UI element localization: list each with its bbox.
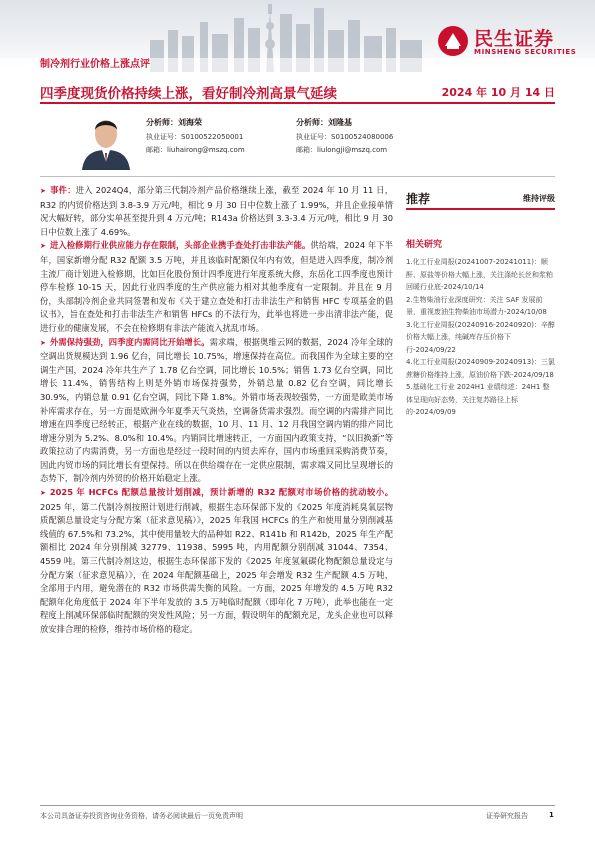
paragraph-lead: 外需保持强劲，四季度内需同比开始增长。 <box>49 336 210 347</box>
paragraph-text: 供给端，2024 年下半年，国家新增分配 R32 配额 3.5 万吨，并且该临时配额仅年内有效，但是进入四季度，制冷剂主流厂商计划进入检修期，比如巨化股份预计四季度进行年度系统大修，东岳化工四季度也预计停车检修 10-15 天，因此行业四季度的生产供应能力相对其他季度有一定限制。并且在 9 月份，头部制冷剂企业共同签署和发布《关于建立查处和打击非法生产和销售 HFC 专项基金的倡议书》，旨在查处和打击非法生产和销售 HFCs 的不法行为，此举也将进一步出清非法产能，促进行业的健康发展，不会在检修期有非法产能流入扰乱市场。 <box>40 240 393 333</box>
analyst-email[interactable]: liuhairong@mszq.com <box>167 146 245 154</box>
page-number: 1 <box>549 811 554 819</box>
report-body <box>40 184 393 637</box>
related-research-item[interactable]: 2.生物柴油行业深度研究：关注 SAF 发展前景，重视废油生物柴油市场潜力-2024/10/08 <box>406 295 547 316</box>
cert-number: S0100522050001 <box>181 133 244 141</box>
analyst-email[interactable]: liulongji@mszq.com <box>317 146 388 154</box>
email-label: 邮箱： <box>296 146 317 154</box>
brand-name-en: MINSHENG SECURITIES <box>474 48 577 56</box>
recommendation-label: 推荐 <box>406 192 431 206</box>
footer-divider <box>40 805 555 806</box>
paragraph-text: 进入 2024Q4，部分第三代制冷剂产品价格继续上涨，截至 2024 年 10 月 11 日，R32 的内贸价格达到 3.8-3.9 万元/吨，相比 9 月 30 日中位数上涨了 1.99%，并且企业接单情况大幅好转，部分实单甚至提升到 4 万元/吨；R143a 价格达到 3.3-3.4 万元/吨，相比 9 月 30 日中位数上涨了 4.69%。 <box>40 185 393 237</box>
related-research-list <box>406 256 555 419</box>
related-research-item[interactable]: 3.化工行业周报(20240916-20240920)：辛醇价格大幅上涨，纯碱库存压价格下行-2024/09/22 <box>406 320 555 354</box>
related-research-title: 相关研究 <box>406 240 443 250</box>
paragraph-lead: 进入检修期行业供应能力存在限制，头部企业携手查处打击非法产能。 <box>49 240 311 251</box>
bullet-arrow-icon: ➤ <box>40 338 46 347</box>
analyst-card <box>146 116 245 157</box>
footer-doc-type: 证券研究报告 <box>486 812 528 820</box>
analyst-role: 分析师： <box>296 118 328 127</box>
recommendation-row <box>406 184 555 210</box>
minsheng-logo-icon <box>436 24 470 58</box>
paragraph-lead: 事件： <box>49 185 76 195</box>
paragraph-lead: 2025 年 HCFCs 配额总量按计划削减，预计新增的 R32 配额对市场价格的扰动较小。 <box>49 487 393 498</box>
analyst-role: 分析师： <box>146 118 178 127</box>
paragraph-quota <box>40 486 393 637</box>
bullet-arrow-icon: ➤ <box>40 187 46 195</box>
rating-label: 维持评级 <box>523 194 555 203</box>
related-research-item[interactable]: 1.化工行业周报(20241007-20241011)：顺酐、原盐等价格大幅上涨，关注涤纶长丝和浆粕回暖行业底-2024/10/14 <box>406 258 553 291</box>
cert-label: 执业证号： <box>296 133 331 141</box>
report-title: 四季度现货价格持续上涨，看好制冷剂高景气延续 <box>40 86 337 102</box>
email-label: 邮箱： <box>146 146 167 154</box>
report-category: 制冷剂行业价格上涨点评 <box>40 59 150 70</box>
report-date: 2024 年 10 月 14 日 <box>441 86 555 99</box>
analyst-name: 刘隆基 <box>328 118 352 127</box>
analyst-name: 刘海荣 <box>178 118 202 127</box>
paragraph-text: 需求端，根据奥维云网的数据，2024 冷年全球的空调出货规模达到 1.96 亿台，同比增长 10.75%，增速保持在高位。而我国作为全球主要的空调生产国，2024 冷年共生产了 1.78 亿台空调，同比增长 10.5%；销售 1.73 亿台空调，同比增长 11.4%，销售结构上则是外销市场保持强势，外销总量 0.82 亿台空调，同比增长 30.9%，内销总量 0.91 亿台空调，同比下降 1.8%。外销市场表现较强势，一方面是欧美市场补库需求存在，另一方面是欧洲今年夏季天气炎热，空调备货需求强烈。而空调的内需排产同比增速在四季度已经转正，根据产业在线的数据，10 月、11 月、12 月我国空调内销的排产同比增速分别为 5.2%、8.0%和 10.4%。内销同比增速转正，一方面国内政策支持，“以旧换新”等政策拉动了内需消费，另一方面也是经过一段时间的内贸去库存，国内市场重回采购消费节奏，因此内贸市场的同比增长有望保持。所以在供给端存在一定供应限制，需求端又同比呈现增长的态势下，制冷剂内外贸的价格开始稳定上涨。 <box>40 336 393 484</box>
analyst-photo <box>78 108 134 170</box>
brand-logo <box>436 24 582 64</box>
brand-name-cn: 民生证券 <box>474 28 555 50</box>
paragraph-event <box>40 184 393 239</box>
bullet-arrow-icon: ➤ <box>40 489 46 498</box>
bullet-arrow-icon: ➤ <box>40 242 46 251</box>
title-divider <box>40 102 555 104</box>
paragraph-supply <box>40 239 393 335</box>
paragraph-text: 2025 年，第二代制冷剂按照计划进行削减，根据生态环保部下发的《2025 年度消耗臭氧层物质配额总量设定与分配方案（征求意见稿）》，2025 年我国 HCFCs 的生产和使用量分别削减基线值的 67.5%和 73.2%，其中使用量较大的品种如 R22、R141b 和 R142b，2025 年生产配额相比 2024 年分别削减 32779、11938、5995 吨，内用配额分别削减 31044、7354、4559 吨。第三代制冷剂这边，根据生态环保部下发的《2025 年度氢氟碳化物配额总量设定与分配方案（征求意见稿）》，在 2024 年配额基础上，2025 年会增发 R32 生产配额 4.5 万吨，全部用于内用，避免潜在的 R32 市场供需失衡的风险。一方面，2025 年增发的 4.5 万吨 R32 配额年化角度低于 2024 年下半年发放的 3.5 万吨临时配额（即年化 7 万吨），此举也能在一定程度上削减环保部临时配额的突发性风险；另一方面，假设明年的配额充足，龙头企业也可以释放安排合理的检修，维持市场价格的稳定。 <box>40 501 393 634</box>
analyst-divider <box>40 176 555 177</box>
cert-label: 执业证号： <box>146 133 181 141</box>
related-research-item[interactable]: 4.化工行业周报(20240909-20240913)：三氯蔗糖价格维持上涨，原油价格下跌-2024/09/18 <box>406 358 555 379</box>
sidebar <box>406 184 555 419</box>
related-research-item[interactable]: 5.基础化工行业 2024H1 业绩综述：24H1 整体呈现向好态势，关注复苏路径上标的-2024/09/09 <box>406 383 550 416</box>
cert-number: S0100524080006 <box>331 133 394 141</box>
analyst-card <box>296 116 393 157</box>
paragraph-demand <box>40 336 393 487</box>
footer-disclaimer: 本公司具备证券投资咨询业务资格，请务必阅读最后一页免责声明 <box>40 812 243 820</box>
